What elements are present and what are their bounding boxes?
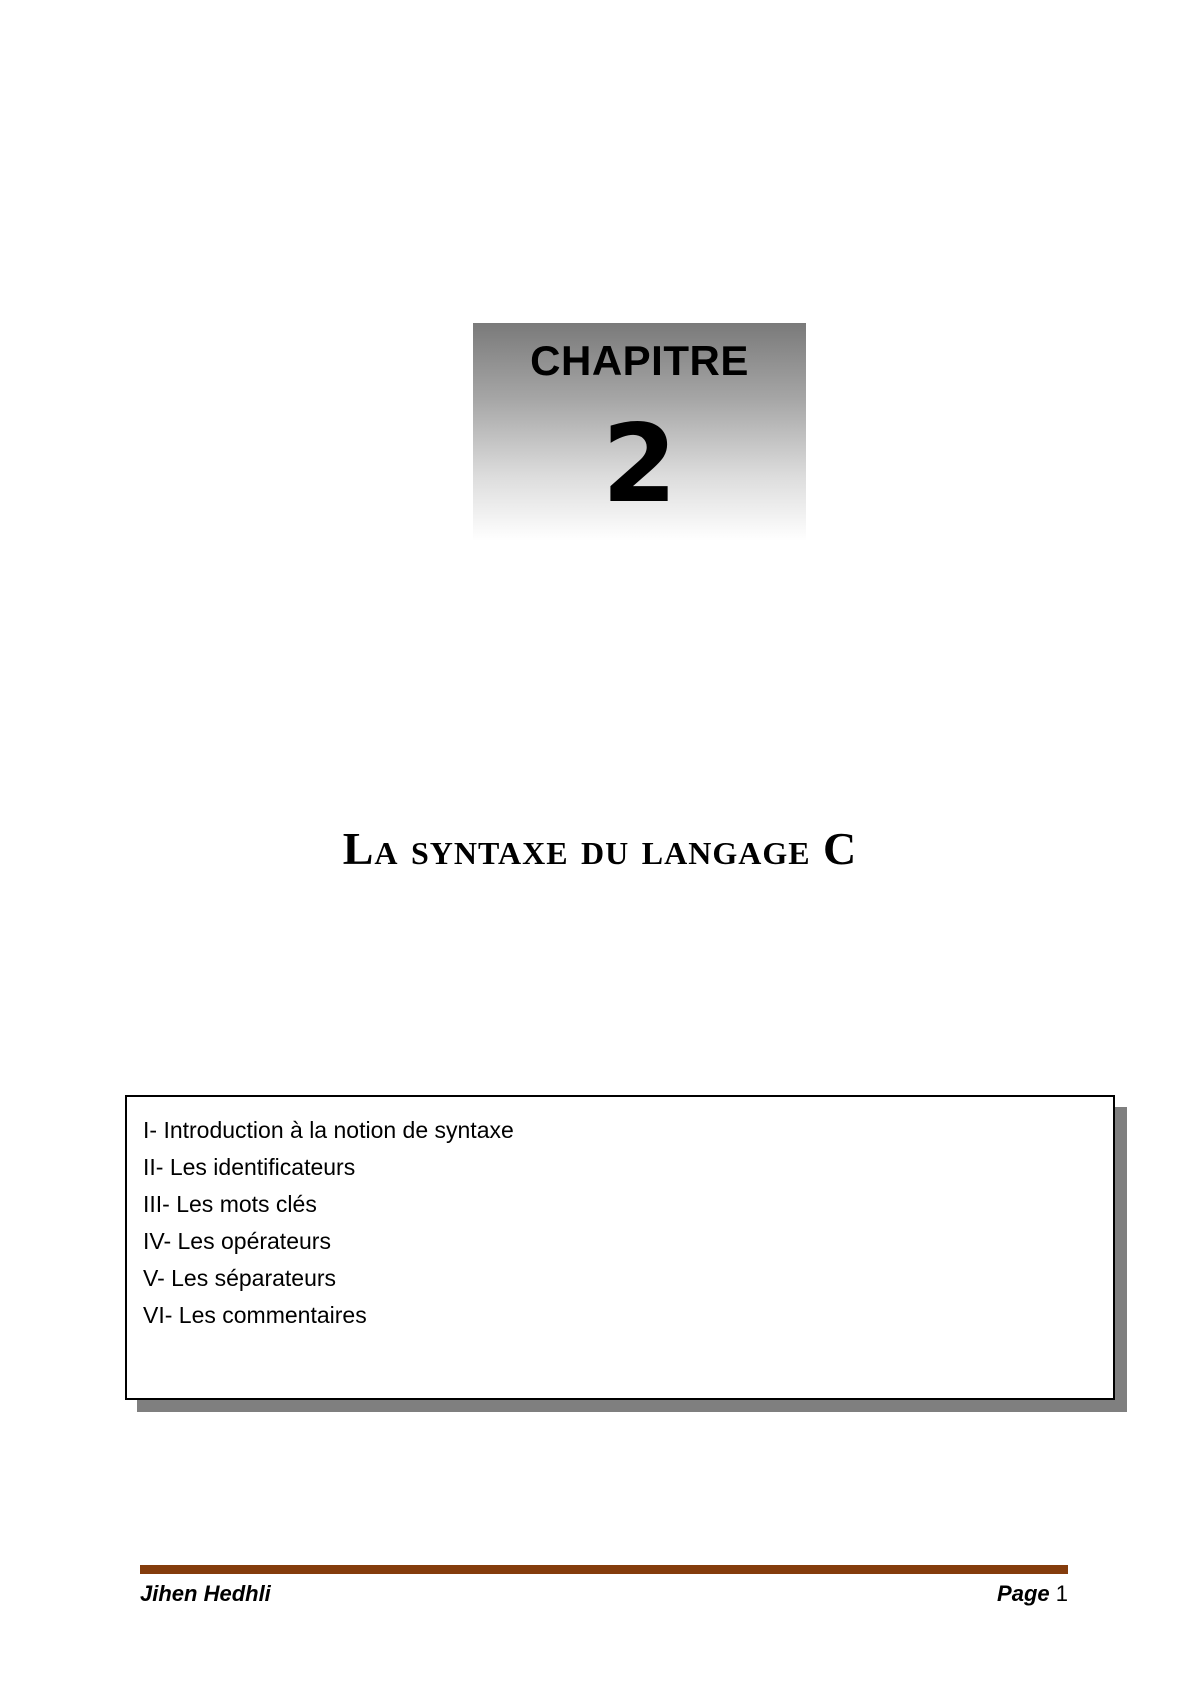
toc-item: VI- Les commentaires [143, 1302, 367, 1328]
chapter-number: 2 [601, 402, 678, 527]
footer-author: Jihen Hedhli [140, 1581, 271, 1606]
footer-page-value: 1 [1055, 1581, 1068, 1606]
chapter-label: CHAPITRE [530, 337, 749, 384]
table-of-contents [125, 1095, 1115, 1400]
chapter-banner [473, 323, 806, 541]
page-title: La syntaxe du langage C [342, 823, 858, 874]
toc-item: IV- Les opérateurs [143, 1228, 331, 1254]
toc-item: III- Les mots clés [143, 1191, 317, 1217]
toc-item: V- Les séparateurs [143, 1265, 337, 1291]
footer-divider [140, 1565, 1068, 1574]
footer-page-label: Page [997, 1581, 1050, 1606]
footer-page-number [997, 1581, 1068, 1607]
toc-list [143, 1115, 514, 1337]
toc-item: II- Les identificateurs [143, 1154, 356, 1180]
toc-item: I- Introduction à la notion de syntaxe [143, 1117, 514, 1143]
